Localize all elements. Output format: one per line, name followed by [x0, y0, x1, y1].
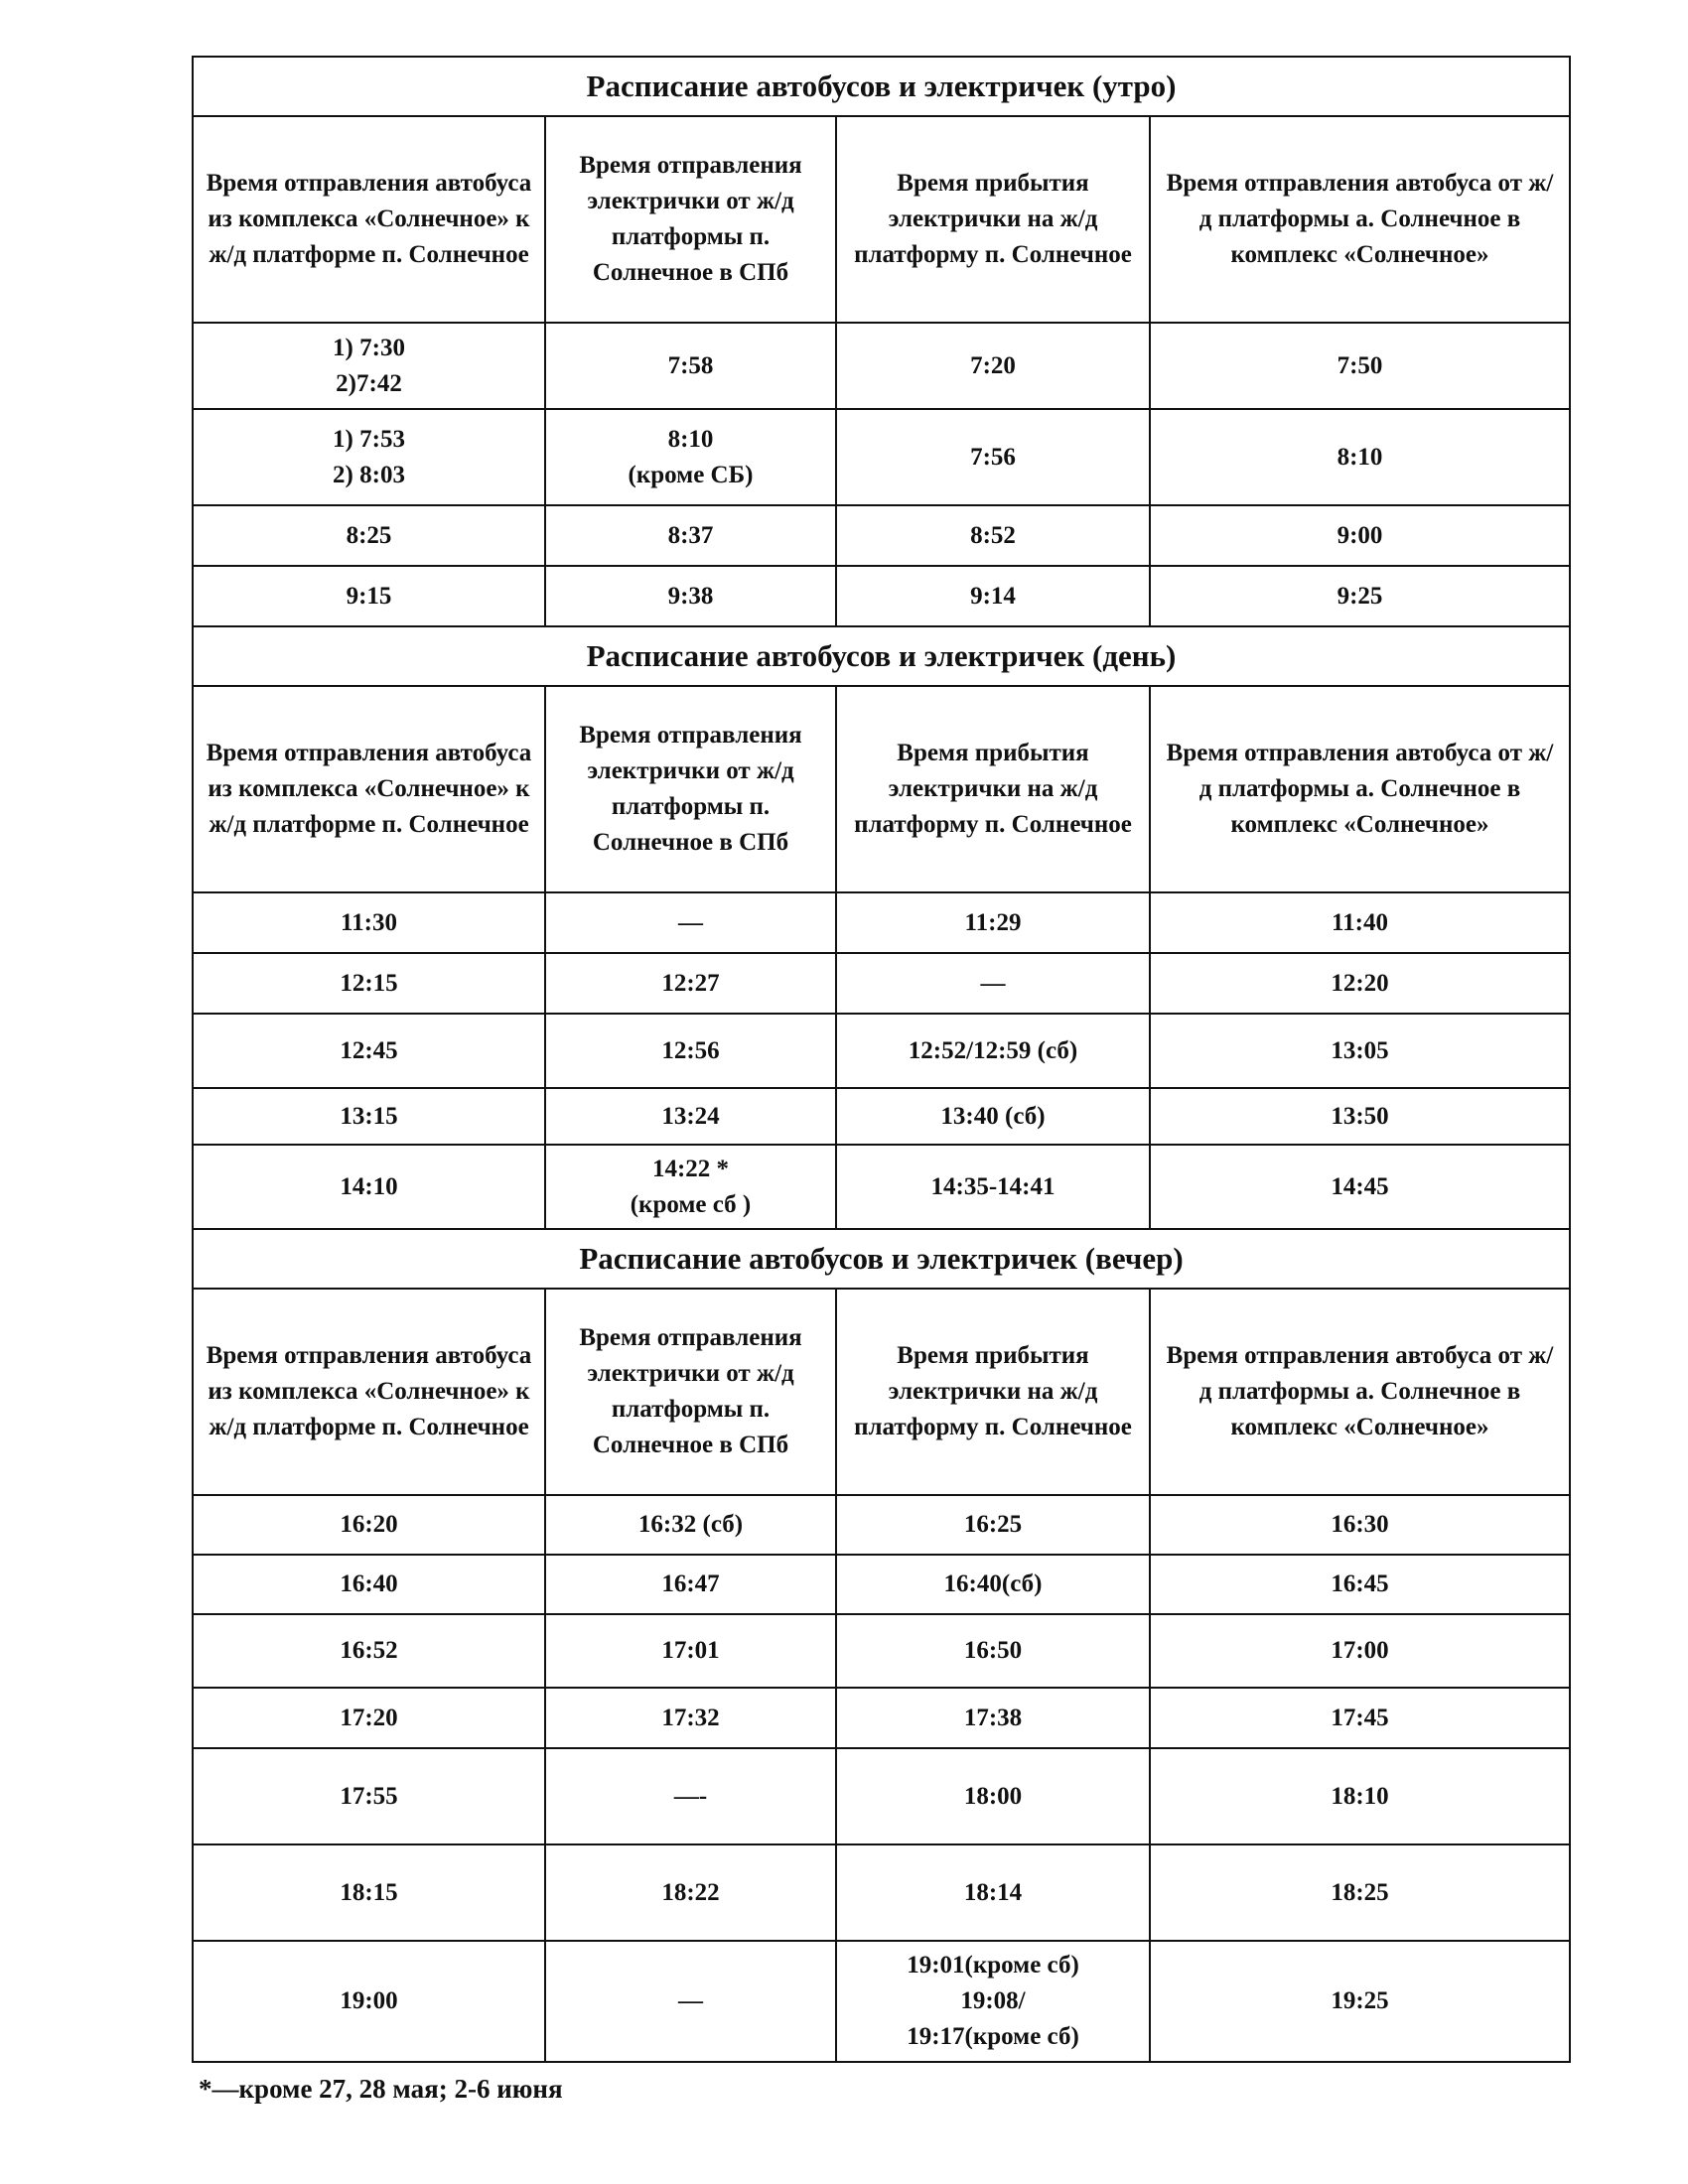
table-cell: 19:00 — [193, 1941, 545, 2062]
table-cell: 16:20 — [193, 1495, 545, 1555]
table-cell: 12:56 — [545, 1014, 836, 1088]
table-cell: 11:30 — [193, 892, 545, 953]
table-row — [193, 1555, 1570, 1614]
table-cell: 19:01(кроме сб) 19:08/ 19:17(кроме сб) — [836, 1941, 1150, 2062]
section-title: Расписание автобусов и электричек (вечер) — [193, 1229, 1570, 1289]
section-title: Расписание автобусов и электричек (утро) — [193, 57, 1570, 116]
table-cell: 9:38 — [545, 566, 836, 626]
table-cell: 18:22 — [545, 1844, 836, 1941]
table-cell: 13:40 (сб) — [836, 1088, 1150, 1145]
table-row — [193, 566, 1570, 626]
table-cell: 8:10 (кроме СБ) — [545, 409, 836, 505]
table-cell: 9:15 — [193, 566, 545, 626]
table-row — [193, 1614, 1570, 1688]
table-cell: 18:10 — [1150, 1748, 1570, 1844]
column-header-row — [193, 116, 1570, 323]
table-cell: 17:00 — [1150, 1614, 1570, 1688]
table-cell: 14:35-14:41 — [836, 1145, 1150, 1229]
table-row — [193, 1688, 1570, 1748]
column-header-row — [193, 1289, 1570, 1495]
column-header-row — [193, 686, 1570, 892]
table-cell: 13:24 — [545, 1088, 836, 1145]
table-cell: 16:40(сб) — [836, 1555, 1150, 1614]
table-row — [193, 409, 1570, 505]
table-cell: 16:32 (сб) — [545, 1495, 836, 1555]
table-cell: 18:14 — [836, 1844, 1150, 1941]
table-cell: 1) 7:53 2) 8:03 — [193, 409, 545, 505]
table-row — [193, 323, 1570, 409]
table-cell: 8:10 — [1150, 409, 1570, 505]
table-cell: 16:52 — [193, 1614, 545, 1688]
table-cell: 12:27 — [545, 953, 836, 1014]
table-cell: — — [836, 953, 1150, 1014]
table-cell: 16:25 — [836, 1495, 1150, 1555]
section-title: Расписание автобусов и электричек (день) — [193, 626, 1570, 686]
table-cell: 18:15 — [193, 1844, 545, 1941]
header-bus-to-platform: Время отправления автобуса из комплекса «Солнечное» к ж/д платформе п. Солнечное — [193, 1289, 545, 1495]
table-cell: 9:00 — [1150, 505, 1570, 566]
table-cell: 11:29 — [836, 892, 1150, 953]
table-row — [193, 953, 1570, 1014]
table-cell: 17:20 — [193, 1688, 545, 1748]
table-cell: 13:15 — [193, 1088, 545, 1145]
table-cell: — — [545, 1941, 836, 2062]
table-cell: 16:30 — [1150, 1495, 1570, 1555]
header-train-departure: Время отправления электрички от ж/д платформы п. Солнечное в СПб — [545, 116, 836, 323]
table-row — [193, 1014, 1570, 1088]
table-row — [193, 1088, 1570, 1145]
table-cell: 9:14 — [836, 566, 1150, 626]
table-row — [193, 1941, 1570, 2062]
header-bus-to-complex: Время отправления автобуса от ж/д платформы а. Солнечное в комплекс «Солнечное» — [1150, 686, 1570, 892]
table-row — [193, 1844, 1570, 1941]
table-row — [193, 1145, 1570, 1229]
header-train-arrival: Время прибытия электрички на ж/д платформу п. Солнечное — [836, 686, 1150, 892]
table-cell: 12:20 — [1150, 953, 1570, 1014]
table-cell: 12:45 — [193, 1014, 545, 1088]
header-train-departure: Время отправления электрички от ж/д платформы п. Солнечное в СПб — [545, 686, 836, 892]
header-bus-to-platform: Время отправления автобуса из комплекса «Солнечное» к ж/д платформе п. Солнечное — [193, 116, 545, 323]
section-title-row — [193, 626, 1570, 686]
table-cell: 17:45 — [1150, 1688, 1570, 1748]
table-cell: 14:10 — [193, 1145, 545, 1229]
table-cell: 17:38 — [836, 1688, 1150, 1748]
table-cell: 9:25 — [1150, 566, 1570, 626]
table-cell: 7:50 — [1150, 323, 1570, 409]
table-cell: 16:45 — [1150, 1555, 1570, 1614]
header-train-departure: Время отправления электрички от ж/д платформы п. Солнечное в СПб — [545, 1289, 836, 1495]
table-cell: 17:01 — [545, 1614, 836, 1688]
table-cell: 11:40 — [1150, 892, 1570, 953]
table-cell: 8:52 — [836, 505, 1150, 566]
table-cell: — — [545, 892, 836, 953]
header-train-arrival: Время прибытия электрички на ж/д платформу п. Солнечное — [836, 116, 1150, 323]
table-row — [193, 1495, 1570, 1555]
table-cell: 7:58 — [545, 323, 836, 409]
table-cell: 13:50 — [1150, 1088, 1570, 1145]
table-cell: 16:47 — [545, 1555, 836, 1614]
table-cell: 16:50 — [836, 1614, 1150, 1688]
table-cell: 18:00 — [836, 1748, 1150, 1844]
header-bus-to-complex: Время отправления автобуса от ж/д платформы а. Солнечное в комплекс «Солнечное» — [1150, 1289, 1570, 1495]
header-bus-to-platform: Время отправления автобуса из комплекса «Солнечное» к ж/д платформе п. Солнечное — [193, 686, 545, 892]
table-row — [193, 892, 1570, 953]
table-cell: 1) 7:30 2)7:42 — [193, 323, 545, 409]
table-row — [193, 1748, 1570, 1844]
table-cell: —- — [545, 1748, 836, 1844]
table-cell: 19:25 — [1150, 1941, 1570, 2062]
table-cell: 16:40 — [193, 1555, 545, 1614]
table-cell: 8:25 — [193, 505, 545, 566]
table-cell: 17:32 — [545, 1688, 836, 1748]
table-cell: 13:05 — [1150, 1014, 1570, 1088]
table-cell: 14:22 * (кроме сб ) — [545, 1145, 836, 1229]
header-train-arrival: Время прибытия электрички на ж/д платформу п. Солнечное — [836, 1289, 1150, 1495]
table-cell: 7:20 — [836, 323, 1150, 409]
section-title-row — [193, 57, 1570, 116]
table-cell: 7:56 — [836, 409, 1150, 505]
schedule-table — [192, 56, 1571, 2063]
table-row — [193, 505, 1570, 566]
table-cell: 8:37 — [545, 505, 836, 566]
header-bus-to-complex: Время отправления автобуса от ж/д платформы а. Солнечное в комплекс «Солнечное» — [1150, 116, 1570, 323]
table-cell: 18:25 — [1150, 1844, 1570, 1941]
table-cell: 14:45 — [1150, 1145, 1570, 1229]
table-cell: 12:15 — [193, 953, 545, 1014]
table-cell: 17:55 — [193, 1748, 545, 1844]
table-cell: 12:52/12:59 (сб) — [836, 1014, 1150, 1088]
section-title-row — [193, 1229, 1570, 1289]
footnote: *—кроме 27, 28 мая; 2-6 июня — [199, 2074, 563, 2104]
